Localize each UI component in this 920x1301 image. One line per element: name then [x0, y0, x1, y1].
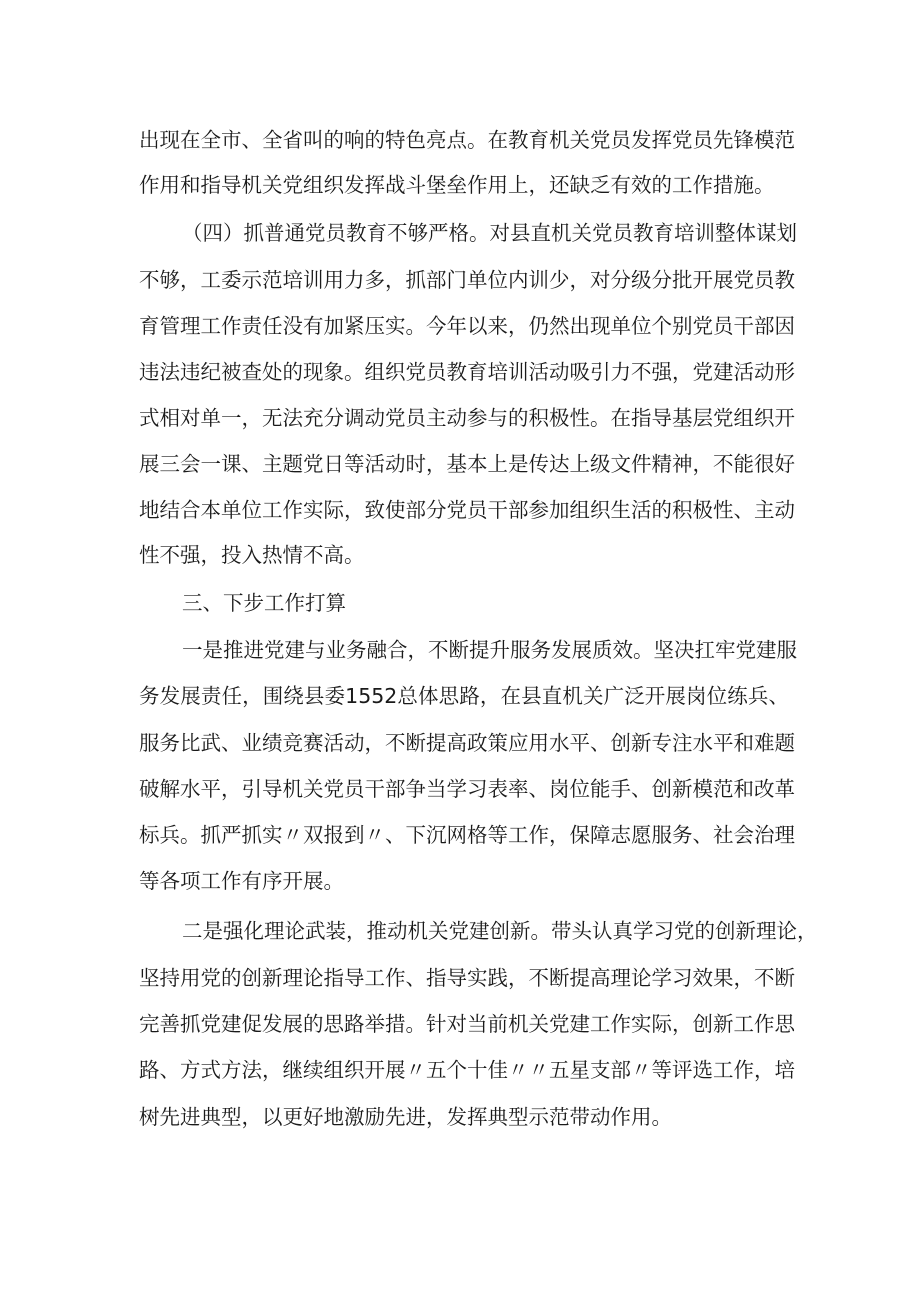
section-heading-next-steps: 三、下步工作打算 — [182, 591, 346, 615]
text-line-15: 破解水平，引导机关党员干部争当学习表率、岗位能手、创新模范和改革 — [139, 777, 795, 801]
text-line-1: 出现在全市、全省叫的响的特色亮点。在教育机关党员发挥党员先锋模范 — [139, 128, 795, 152]
text-line-18: 二是强化理论武装，推动机关党建创新。带头认真学习党的创新理论， — [182, 919, 818, 943]
section-four-heading-line: （四）抓普通党员教育不够严格。对县直机关党员教育培训整体谋划 — [182, 221, 797, 245]
text-line-16: 标兵。抓严抓实〃双报到〃、下沉网格等工作，保障志愿服务、社会治理 — [139, 823, 795, 847]
text-line-2: 作用和指导机关党组织发挥战斗堡垒作用上，还缺乏有效的工作措施。 — [139, 173, 775, 197]
text-line-5: 育管理工作责任没有加紧压实。今年以来，仍然出现单位个别党员干部因 — [139, 314, 795, 338]
text-line-6: 违法违纪被查处的现象。组织党员教育培训活动吸引力不强，党建活动形 — [139, 360, 795, 384]
text-line-10: 性不强，投入热情不高。 — [139, 543, 365, 567]
text-line-4: 不够，工委示范培训用力多，抓部门单位内训少，对分级分批开展党员教 — [139, 268, 795, 292]
text-line-17: 等各项工作有序开展。 — [139, 869, 344, 893]
text-line-14: 服务比武、业绩竞赛活动，不断提高政策应用水平、创新专注水平和难题 — [139, 731, 795, 755]
text-line-20: 完善抓党建促发展的思路举措。针对当前机关党建工作实际，创新工作思 — [139, 1012, 795, 1036]
text-line-22: 树先进典型，以更好地激励先进，发挥典型示范带动作用。 — [139, 1105, 672, 1129]
text-line-19: 坚持用党的创新理论指导工作、指导实践，不断提高理论学习效果，不断 — [139, 966, 795, 990]
text-line-21: 路、方式方法，继续组织开展〃五个十佳〃〃五星支部〃等评选工作，培 — [139, 1058, 795, 1082]
text-line-8: 展三会一课、主题党日等活动时，基本上是传达上级文件精神，不能很好 — [139, 452, 795, 476]
text-line-7: 式相对单一，无法充分调动党员主动参与的积极性。在指导基层党组织开 — [139, 406, 795, 430]
text-line-12: 一是推进党建与业务融合，不断提升服务发展质效。坚决扛牢党建服 — [182, 638, 797, 662]
text-line-9: 地结合本单位工作实际，致使部分党员干部参加组织生活的积极性、主动 — [139, 498, 795, 522]
text-line-13: 务发展责任，围绕县委1552总体思路，在县直机关广泛开展岗位练兵、 — [139, 684, 789, 708]
